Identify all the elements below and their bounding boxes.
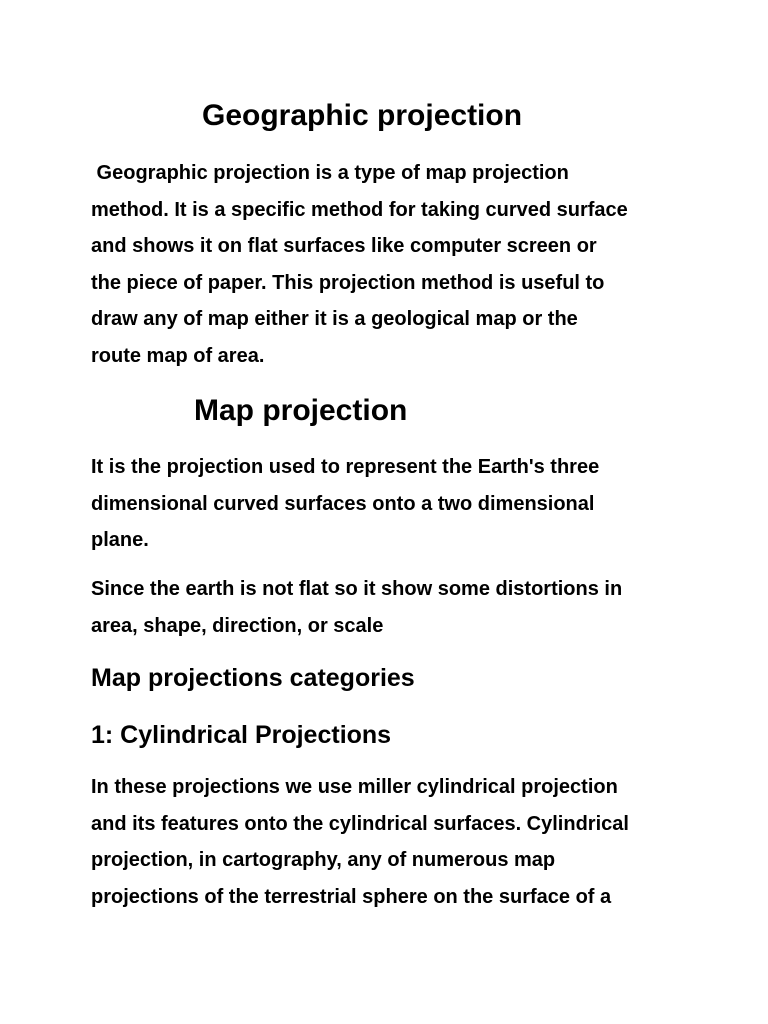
paragraph-line: and shows it on flat surfaces like computer screen or xyxy=(91,235,597,257)
paragraph-line: plane. xyxy=(91,529,149,551)
paragraph-geographic-projection xyxy=(91,155,691,374)
paragraph-cylindrical-projections xyxy=(91,769,691,915)
paragraph-map-projection-distortion xyxy=(91,571,691,644)
paragraph-line: It is the projection used to represent the Earth's three xyxy=(91,456,600,478)
paragraph-line: projections of the terrestrial sphere on the surface of a xyxy=(91,885,612,908)
paragraph-line: area, shape, direction, or scale xyxy=(91,614,384,637)
paragraph-line: and its features onto the cylindrical surfaces. Cylindrical xyxy=(91,812,629,835)
paragraph-line: projection, in cartography, any of numerous map xyxy=(91,849,556,871)
paragraph-line: route map of area. xyxy=(91,344,265,367)
paragraph-line: method. It is a specific method for taking curved surface xyxy=(91,198,628,221)
paragraph-map-projection-definition xyxy=(91,449,691,559)
paragraph-line: the piece of paper. This projection method is useful to xyxy=(91,271,605,294)
paragraph-line: Since the earth is not flat so it show some distortions in xyxy=(91,578,623,600)
heading-map-projections-categories: Map projections categories xyxy=(91,664,415,692)
paragraph-line: dimensional curved surfaces onto a two dimensional xyxy=(91,492,595,515)
paragraph-line: In these projections we use miller cylindrical projection xyxy=(91,776,618,798)
title-geographic-projection: Geographic projection xyxy=(202,99,523,132)
paragraph-line: draw any of map either it is a geological map or the xyxy=(91,308,578,330)
heading-cylindrical-projections: 1: Cylindrical Projections xyxy=(91,721,392,749)
paragraph-line: Geographic projection is a type of map projection xyxy=(91,162,569,184)
title-map-projection: Map projection xyxy=(194,394,408,427)
